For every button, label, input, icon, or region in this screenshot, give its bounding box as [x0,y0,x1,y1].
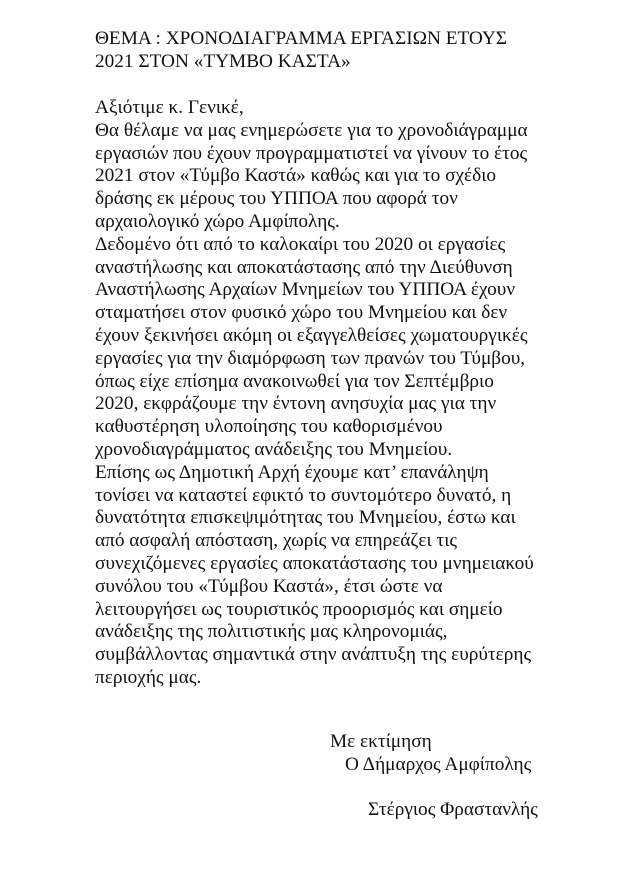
body-line: λειτουργήσει ως τουριστικός προορισμός και σημείο [95,598,503,620]
body-line: 2021 στον «Τύμβο Καστά» καθώς και για το σχέδιο [95,165,497,187]
subject-line: ΘΕΜΑ : ΧΡΟΝΟΔΙΑΓΡΑΜΜΑ ΕΡΓΑΣΙΩΝ ΕΤΟΥΣ [95,28,508,49]
signatory-name: Στέργιος Φραστανλής [368,799,538,820]
body-line: έχουν ξεκινήσει ακόμη οι εξαγγελθείσες χωματουργικές [95,324,528,346]
letter-body [95,97,534,690]
body-line: συμβάλλοντας σημαντικά στην ανάπτυξη της ευρύτερης [95,644,532,666]
body-line: συνεχιζόμενες εργασίες αποκατάστασης του μνημειακού [95,552,534,574]
body-line: χρονοδιαγράμματος ανάδειξης του Μνημείου. [95,438,453,460]
body-line: εργασίες για την διαμόρφωση των πρανών του Τύμβου, [95,347,526,369]
closing-salutation: Με εκτίμηση [330,731,432,752]
body-line: αναστήλωσης και αποκατάστασης από την Διεύθυνση [95,256,513,278]
body-line: σταματήσει στον φυσικό χώρο του Μνημείου και δεν [95,302,508,324]
body-line: δράσης εκ μέρους του ΥΠΠΟΑ που αφορά τον [95,188,458,210]
body-line: ανάδειξης της πολιτιστικής μας κληρονομιάς, [95,621,448,643]
body-line: συνόλου του «Τύμβου Καστά», έτσι ώστε να [95,575,443,597]
body-line: 2020, εκφράζουμε την έντονη ανησυχία μας για την [95,393,497,415]
body-line: Επίσης ως Δημοτική Αρχή έχουμε κατ’ επανάληψη [95,461,489,483]
subject-line: 2021 ΣΤΟΝ «ΤΥΜΒΟ ΚΑΣΤΑ» [95,50,351,72]
body-line: καθυστέρηση υλοποίησης του καθορισμένου [95,416,443,438]
body-line: όπως είχε επίσημα ανακοινωθεί για τον Σεπτέμβριο [95,370,494,392]
body-line: δυνατότητα επισκεψιμότητας του Μνημείου, έστω και [95,507,516,529]
body-line: περιοχής μας. [95,666,202,688]
greeting: Αξιότιμε κ. Γενικέ, [95,97,244,118]
body-line: Δεδομένο ότι από το καλοκαίρι του 2020 οι εργασίες [95,233,506,255]
body-line: αρχαιολογικό χώρο Αμφίπολης. [95,210,340,232]
body-line: Θα θέλαμε να μας ενημερώσετε για το χρονοδιάγραμμα [95,119,528,141]
body-line: από ασφαλή απόσταση, χωρίς να επηρεάζει τις [95,530,458,552]
signatory-title: Ο Δήμαρχος Αμφίπολης [345,754,532,775]
body-line: τονίσει να καταστεί εφικτό το συντομότερο δυνατό, η [95,484,512,506]
body-line: εργασιών που έχουν προγραμματιστεί να γίνουν το έτος [95,142,528,164]
body-line: Αναστήλωσης Αρχαίων Μνημείων του ΥΠΠΟΑ έχουν [95,279,516,301]
letter-subject [95,28,507,74]
